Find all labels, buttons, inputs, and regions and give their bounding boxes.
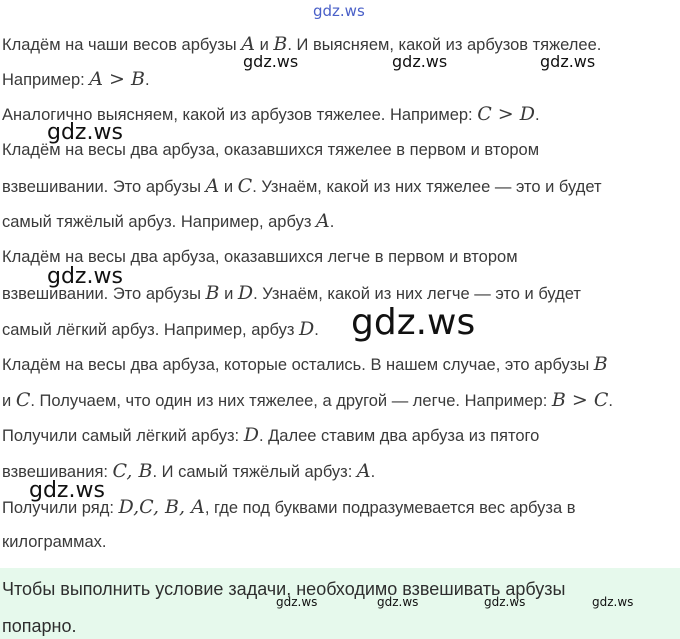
watermark: gdz.ws <box>392 52 448 71</box>
text-segment: и <box>219 285 238 303</box>
text-segment: и <box>254 36 274 54</box>
text-segment: . Далее ставим два арбуза из пятого <box>258 427 540 445</box>
text-line <box>2 354 608 375</box>
watermark: gdz.ws <box>47 120 123 145</box>
text-segment: . <box>608 392 613 410</box>
text-segment: Аналогично выясняем, какой из арбузов тяжелее. Например: <box>2 106 478 124</box>
text-segment: взвешивании. Это арбузы <box>2 285 206 303</box>
text-segment: килограммах. <box>2 533 107 551</box>
text-line <box>2 69 150 90</box>
text-segment: взвешивания: <box>2 463 113 481</box>
text-segment: самый лёгкий арбуз. Например, арбуз <box>2 321 300 339</box>
text-segment: Получили самый лёгкий арбуз: <box>2 427 244 445</box>
math-expression: B > C <box>551 389 609 411</box>
watermark: gdz.ws <box>540 52 596 71</box>
text-line <box>2 211 334 232</box>
conclusion-line-2: попарно. <box>2 616 77 636</box>
watermark: gdz.ws <box>276 595 318 609</box>
text-line <box>2 319 319 340</box>
text-line <box>2 532 107 552</box>
math-expression: C > D <box>477 103 536 125</box>
text-segment: , где под буквами подразумевается вес арбуза в <box>204 499 576 517</box>
math-expression: A > B <box>89 68 145 90</box>
math-expression: B <box>205 282 220 304</box>
math-expression: C <box>15 389 31 411</box>
math-expression: A <box>205 175 220 197</box>
math-expression: B <box>273 33 288 55</box>
text-line <box>2 390 613 411</box>
text-segment: Кладём на весы два арбуза, оказавшихся легче в первом и втором <box>2 248 518 266</box>
text-segment: . Получаем, что один из них тяжелее, а другой — легче. Например: <box>30 392 552 410</box>
math-expression: C, B <box>112 460 153 482</box>
watermark: gdz.ws <box>484 595 526 609</box>
text-segment: самый тяжёлый арбуз. Например, арбуз <box>2 213 316 231</box>
text-segment: Кладём на весы два арбуза, которые остались. В нашем случае, это арбузы <box>2 356 594 374</box>
text-segment: . <box>144 71 150 89</box>
text-line <box>2 425 539 446</box>
text-line <box>2 34 601 55</box>
conclusion-line-1: Чтобы выполнить условие задачи, необходимо взвешивать арбузы <box>2 579 566 599</box>
text-segment: . И самый тяжёлый арбуз: <box>152 463 357 481</box>
math-expression: D <box>243 424 259 446</box>
text-line <box>2 176 602 197</box>
text-segment: и <box>2 392 16 410</box>
conclusion-box <box>0 568 680 639</box>
text-segment: . <box>370 463 376 481</box>
watermark: gdz.ws <box>29 478 105 503</box>
text-segment: Получили ряд: <box>2 499 119 517</box>
text-segment: . <box>329 213 335 231</box>
text-segment: . Узнаём, какой из них тяжелее — это и будет <box>252 178 602 196</box>
watermark: gdz.ws <box>377 595 419 609</box>
math-expression: A <box>241 33 255 55</box>
text-segment: Например: <box>2 71 90 89</box>
text-segment: . Узнаём, какой из них легче — это и будет <box>253 285 581 303</box>
math-expression: A <box>356 460 371 482</box>
text-segment: . <box>314 321 319 339</box>
watermark: gdz.ws <box>592 595 634 609</box>
text-segment: . И выясняем, какой из арбузов тяжелее. <box>287 36 602 54</box>
text-segment: . <box>535 106 540 124</box>
text-segment: Кладём на весы два арбуза, оказавшихся тяжелее в первом и втором <box>2 141 540 159</box>
text-segment: взвешивании. Это арбузы <box>2 178 206 196</box>
watermark: gdz.ws <box>351 302 476 343</box>
math-expression: D <box>237 282 254 304</box>
math-expression: D,C, B, A <box>118 496 205 518</box>
watermark: gdz.ws <box>47 264 123 289</box>
math-expression: A <box>315 210 330 232</box>
text-segment: и <box>219 178 238 196</box>
math-expression: B <box>593 353 608 375</box>
text-segment: Кладём на чаши весов арбузы <box>2 36 242 54</box>
watermark-top: gdz.ws <box>313 2 365 20</box>
math-expression: C <box>237 175 253 197</box>
watermark: gdz.ws <box>243 52 299 71</box>
math-expression: D <box>299 318 315 340</box>
